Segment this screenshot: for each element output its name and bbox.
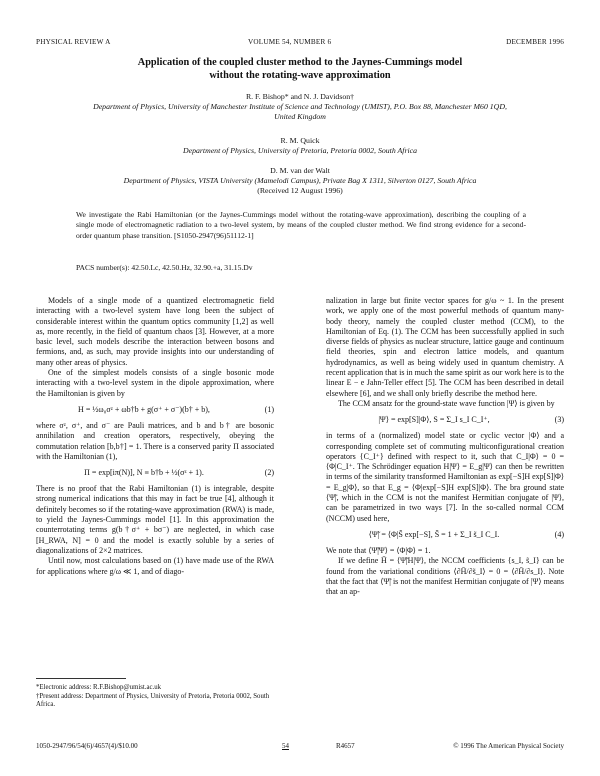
equation-4: ⟨Ψ̃| = ⟨Φ|S̃ exp[−S], S̃ = 1 + Σ_I s̃_I C_I. (4) bbox=[368, 529, 564, 539]
affiliation: Department of Physics, University of Pretoria, Pretoria 0002, South Africa bbox=[182, 146, 418, 155]
volume-number: VOLUME 54, NUMBER 6 bbox=[248, 38, 332, 46]
journal-name: PHYSICAL REVIEW A bbox=[36, 38, 111, 46]
paragraph: There is no proof that the Rabi Hamiltonian (1) is integrable, despite strong numerical indications that this may in fact be true [4], although it definitely becomes so if the rotating-wave approximation (RWA) is made, to yield the Jaynes-Cummings model [1]. In this approximation the counterrotating terms g(b†σ⁺ + bσ⁻) are neglected, in which case [H_RWA, N] = 0 and the model is exactly soluble by a series of diagonalizations of 2×2 matrices. bbox=[36, 484, 274, 555]
left-column bbox=[36, 296, 274, 577]
paragraph: nalization in large but finite vector spaces for g/ω ~ 1. In the present work, we apply one of the most powerful methods of quantum many-body theory, namely the coupled cluster method (CCM), to the Hamiltonian of Eq. (1). The CCM has been successfully applied in such diverse fields of physics as nuclear structure, lattice gauge and continuum field theories, spin and electron lattice models, and quantum hydrodynamics, as well as being widely used in quantum chemistry. A recent application that is in much the same spirit as our work here is to the linear E − e Jahn-Teller effect [5]. The CCM has been described in detail elsewhere [6], and we shall only briefly describe the method here. bbox=[326, 296, 564, 398]
right-column bbox=[326, 296, 564, 597]
author-block-3 bbox=[36, 166, 564, 196]
footnote-rule bbox=[36, 678, 126, 679]
paragraph: Until now, most calculations based on (1) have made use of the RWA for applications where g/ω ≪ 1, and of diago- bbox=[36, 556, 274, 576]
equation-1: H = ½ω₀σᶻ + ωb†b + g(σ⁺ + σ⁻)(b† + b), (1) bbox=[78, 404, 274, 414]
author-names: D. M. van der Walt bbox=[270, 166, 330, 175]
paragraph: One of the simplest models consists of a single bosonic mode interacting with a two-level system in the dipole approximation, where the Hamiltonian is given by bbox=[36, 368, 274, 398]
paragraph: The CCM ansatz for the ground-state wave function |Ψ⟩ is given by bbox=[338, 398, 555, 408]
affiliation: United Kingdom bbox=[274, 112, 326, 121]
paragraph: If we define H̄ = ⟨Ψ̃|H|Ψ⟩, the NCCM coefficients {s_I, s̃_I} can be found from the variational conditions ⟨∂H̄/∂s̃_I⟩ = 0 = ⟨∂H̄/∂s_I⟩. Note that the fact that ⟨Ψ̃| is not the manifest Hermitian conjugate of |Ψ⟩ means that an ap- bbox=[326, 556, 564, 597]
footnote: *Electronic address: R.F.Bishop@umist.ac.uk bbox=[36, 684, 162, 691]
footer-volume: 54 bbox=[282, 742, 289, 750]
footnote: †Present address: Department of Physics, University of Pretoria, Pretoria 0002, South Africa. bbox=[36, 692, 270, 709]
paragraph: where σᶻ, σ⁺, and σ⁻ are Pauli matrices, and b and b† are bosonic annihilation and creation operators, respectively, obeying the commutation relation [b,b†] = 1. There is a conserved parity Π associated with the Hamiltonian (1), bbox=[36, 420, 274, 461]
author-names: R. M. Quick bbox=[280, 136, 320, 145]
equation-2: Π = exp[iπ(N)], N ≡ b†b + ½(σᶻ + 1). (2) bbox=[84, 468, 274, 478]
author-names: R. F. Bishop* and N. J. Davidson† bbox=[245, 92, 355, 101]
paper-title: Application of the coupled cluster method to the Jaynes-Cummings model without the rotating-wave approximation bbox=[137, 57, 463, 81]
copyright: © 1996 The American Physical Society bbox=[453, 742, 564, 750]
author-block-2 bbox=[36, 136, 564, 156]
paragraph: We note that ⟨Ψ̃|Ψ⟩ = ⟨Φ|Φ⟩ = 1. bbox=[326, 545, 431, 555]
issue-date: DECEMBER 1996 bbox=[506, 38, 564, 46]
abstract: We investigate the Rabi Hamiltonian (or the Jaynes-Cummings model without the rotating-wave approximation), describing the coupling of a single mode of electromagnetic radiation to a two-level system, by means of the coupled cluster method. We find strong evidence for a second-order quantum phase transition. [S1050-2947(96)51112-1] bbox=[76, 210, 526, 240]
equation-3: |Ψ⟩ = exp[S]|Φ⟩, S = Σ_I s_I C_I⁺, (3) bbox=[378, 415, 564, 425]
paragraph: in terms of a (normalized) model state or cyclic vector |Φ⟩ and a corresponding complete set of commuting multiconfigurational creation operators {C_I⁺} defined with respect to it, such that C_I|Φ⟩ = 0 = ⟨Φ|C_I⁺. The Schrödinger equation H|Ψ⟩ = E_g|Ψ⟩ can then be rewritten in terms of the similarity transformed Hamiltonian as exp[−S]H exp[S]|Φ⟩ = E_g|Φ⟩, so that E_g = ⟨Φ|exp[−S]H exp[S]|Φ⟩. The bra ground state ⟨Ψ̃|, which in the CCM is not the manifest Hermitian conjugate of |Ψ⟩, can be parametrized in two ways [7]. In the so-called normal CCM (NCCM) used here, bbox=[326, 431, 564, 523]
paragraph: Models of a single mode of a quantized electromagnetic field interacting with a two-level system have long been the subject of considerable interest within the quantum optics community [1,2] as well as, more recently, in the field of quantum chaos [3]. However, at a more basic level, such models describe the interaction between bosons and fermions, and, as such, may provide insights into our understanding of many other areas of physics. bbox=[36, 296, 274, 367]
author-block-1 bbox=[36, 92, 564, 122]
affiliation: Department of Physics, University of Manchester Institute of Science and Technology (UMIST), P.O. Box 88, Manchester M60 1QD, bbox=[93, 102, 507, 111]
page-number: R4657 bbox=[336, 742, 355, 750]
footer-code: 1050-2947/96/54(6)/4657(4)/$10.00 bbox=[36, 742, 138, 750]
pacs-numbers: PACS number(s): 42.50.Lc, 42.50.Hz, 32.90.+a, 31.15.Dv bbox=[76, 263, 253, 272]
received-date: (Received 12 August 1996) bbox=[257, 186, 343, 195]
footnotes bbox=[36, 684, 274, 710]
affiliation: Department of Physics, VISTA University (Mamelodi Campus), Private Bag X 1311, Silverton 0127, South Africa bbox=[123, 176, 477, 185]
